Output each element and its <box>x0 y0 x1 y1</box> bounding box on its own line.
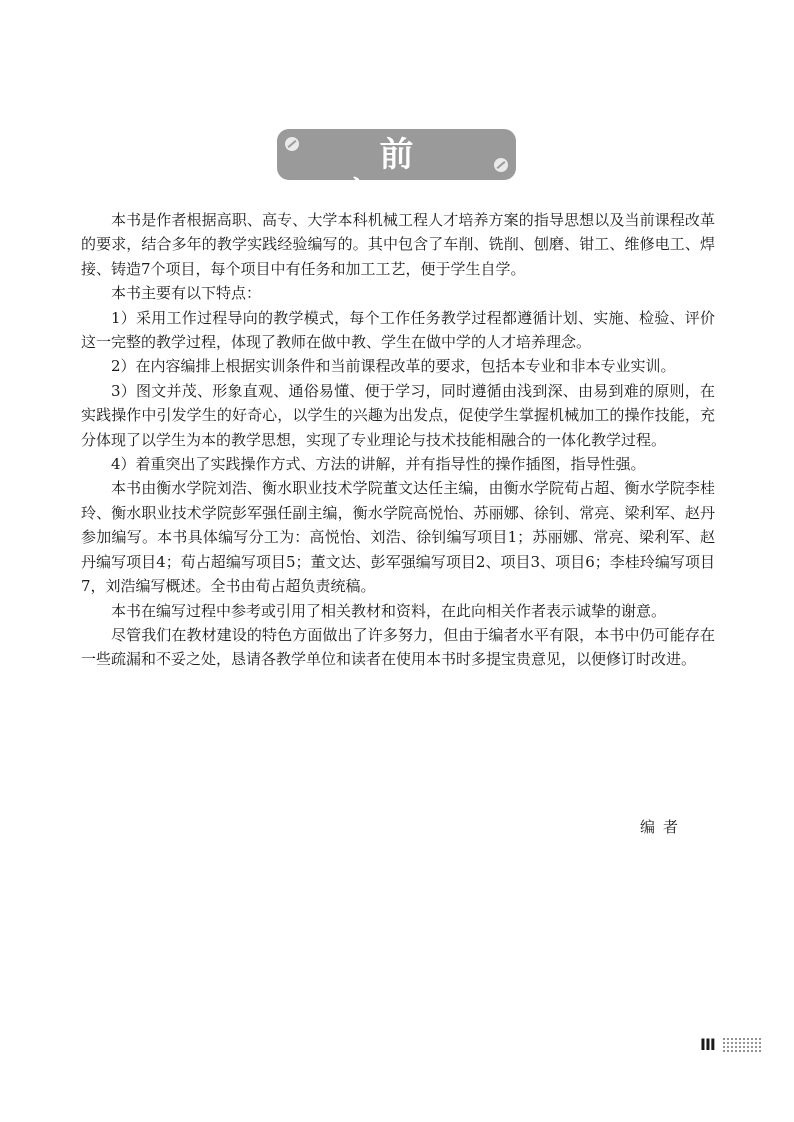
preface-body <box>81 208 715 672</box>
page-number: III <box>700 1035 715 1054</box>
paragraph: 本书是作者根据高职、高专、大学本科机械工程人才培养方案的指导思想以及当前课程改革的要求，结合多年的教学实践经验编写的。其中包含了车削、铣削、刨磨、钳工、维修电工、焊接、铸造7个项目，每个项目中有任务和加工工艺，便于学生自学。 <box>81 211 715 278</box>
dot-pattern-icon <box>722 1037 762 1053</box>
paragraph: 4）着重突出了实践操作方式、方法的讲解，并有指导性的操作插图，指导性强。 <box>111 455 646 474</box>
title-banner <box>277 129 516 215</box>
paragraph: 本书主要有以下特点： <box>111 284 262 303</box>
page-title: 前言 <box>340 135 492 215</box>
paragraph: 尽管我们在教材建设的特色方面做出了许多努力，但由于编者水平有限，本书中仍可能存在一些疏漏和不妥之处，恳请各教学单位和读者在使用本书时多提宝贵意见，以便修订时改进。 <box>81 625 715 669</box>
paragraph: 3）图文并茂、形象直观、通俗易懂、便于学习，同时遵循由浅到深、由易到难的原则，在实践操作中引发学生的好奇心，以学生的兴趣为出发点，促使学生掌握机械加工的操作技能，充分体现了以学生为本的教学思想，实现了专业理论与技术技能相融合的一体化教学过程。 <box>81 381 715 449</box>
paragraph: 1）采用工作过程导向的教学模式，每个工作任务教学过程都遵循计划、实施、检验、评价这一完整的教学过程，体现了教师在做中教、学生在做中学的人才培养理念。 <box>81 308 715 352</box>
signature: 编者 <box>640 818 687 836</box>
paragraph: 本书在编写过程中参考或引用了相关教材和资料，在此向相关作者表示诚挚的谢意。 <box>111 601 667 620</box>
paragraph: 2）在内容编排上根据实训条件和当前课程改革的要求，包括本专业和非本专业实训。 <box>111 357 676 376</box>
paragraph: 本书由衡水学院刘浩、衡水职业技术学院董文达任主编，由衡水学院荀占超、衡水学院李桂玲、衡水职业技术学院彭军强任副主编，衡水学院高悦怡、苏丽娜、徐钊、常亮、梁利军、赵丹参加编写。本书具体编写分工为：高悦怡、刘浩、徐钊编写项目1；苏丽娜、常亮、梁利军、赵丹编写项目4；荀占超编写项目5；董文达、彭军强编写项目2、项目3、项目6；李桂玲编写项目7，刘浩编写概述。全书由荀占超负责统稿。 <box>81 479 715 596</box>
